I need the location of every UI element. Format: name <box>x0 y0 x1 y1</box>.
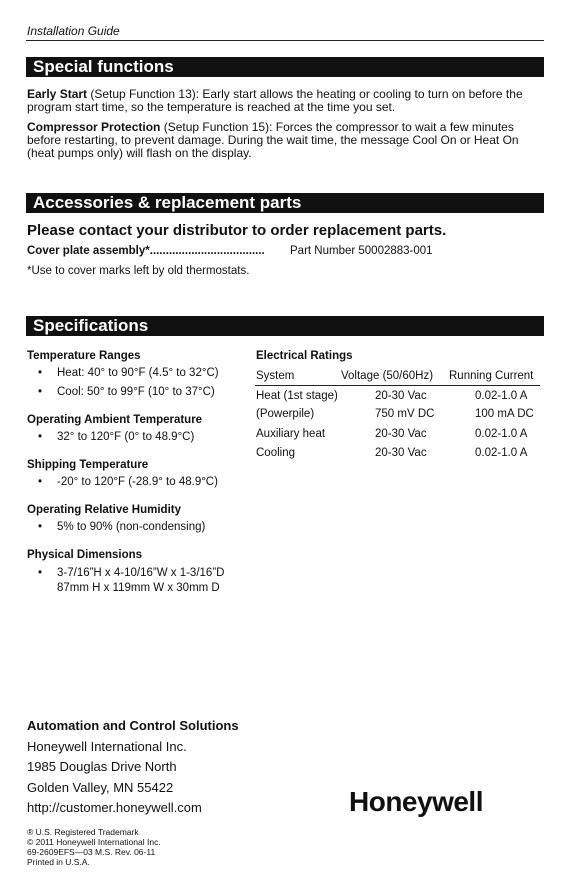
honeywell-logo: Honeywell <box>349 786 483 817</box>
compressor-text: (Setup Function 15): Forces the compressor to wait a few minutes before restarting, to prevent damage. During the wait time, the message Cool On or Heat On (heat pumps only) will flash on the display. <box>27 120 519 160</box>
column-header-current: Running Current <box>449 370 534 382</box>
cover-plate-label: Cover plate assembly*.................................... <box>27 245 265 257</box>
relative-humidity-heading: Operating Relative Humidity <box>27 504 182 516</box>
table-cell: Auxiliary heat <box>256 428 326 440</box>
table-cell: Cooling <box>256 447 295 459</box>
company-heading: Automation and Control Solutions <box>27 718 239 733</box>
document-number: 69-2609EFS—03 M.S. Rev. 06-11 <box>27 847 156 857</box>
list-item: • 3-7/16”H x 4-10/16”W x 1-3/16”D <box>38 567 225 579</box>
bullet-icon: • <box>38 431 43 443</box>
contact-distributor-heading: Please contact your distributor to order replacement parts. <box>27 222 447 239</box>
table-header-rule <box>255 385 540 386</box>
list-item: • 5% to 90% (non-condensing) <box>38 521 206 533</box>
shipping-temperature-heading: Shipping Temperature <box>27 459 149 471</box>
guide-title: Installation Guide <box>27 24 120 38</box>
part-number: Part Number 50002883-001 <box>290 245 433 257</box>
bullet-icon: • <box>38 521 43 533</box>
fine-print <box>27 827 161 867</box>
table-cell: Heat (1st stage) <box>256 390 338 402</box>
table-cell: 750 mV DC <box>375 408 435 420</box>
table-cell: 20-30 Vac <box>375 447 427 459</box>
compressor-term: Compressor Protection <box>27 120 161 134</box>
table-cell: 20-30 Vac <box>375 428 427 440</box>
table-cell: 0.02-1.0 A <box>475 390 528 402</box>
bullet-icon: • <box>38 367 43 379</box>
list-item: • -20° to 120°F (-28.9° to 48.9°C) <box>38 476 218 488</box>
table-cell: (Powerpile) <box>256 408 315 420</box>
table-cell: 0.02-1.0 A <box>475 428 528 440</box>
section-bar-accessories: Accessories & replacement parts <box>26 193 544 213</box>
table-cell: 0.02-1.0 A <box>475 447 528 459</box>
bullet-icon: • <box>38 476 43 488</box>
column-header-system: System <box>256 370 295 382</box>
early-start-text: (Setup Function 13): Early start allows the heating or cooling to turn on before the program start time, so the temperature is reached at the time you set. <box>27 87 523 114</box>
list-item: • Cool: 50° to 99°F (10° to 37°C) <box>38 386 215 398</box>
table-cell: 20-30 Vac <box>375 390 427 402</box>
address-line: Honeywell International Inc. <box>27 739 187 754</box>
table-cell: 100 mA DC <box>475 408 534 420</box>
cover-note: *Use to cover marks left by old thermostats. <box>27 265 250 277</box>
header-rule <box>26 40 544 41</box>
column-header-voltage: Voltage (50/60Hz) <box>341 370 434 382</box>
electrical-ratings-heading: Electrical Ratings <box>256 350 353 362</box>
section-bar-specifications: Specifications <box>26 316 544 336</box>
bullet-icon: • <box>38 567 43 579</box>
ambient-temperature-heading: Operating Ambient Temperature <box>27 414 203 426</box>
trademark-note: ® U.S. Registered Trademark <box>27 827 139 837</box>
early-start-paragraph <box>27 88 542 114</box>
section-bar-special-functions: Special functions <box>26 57 544 77</box>
list-item: • Heat: 40° to 90°F (4.5° to 32°C) <box>38 367 219 379</box>
list-item: • 32° to 120°F (0° to 48.9°C) <box>38 431 195 443</box>
compressor-paragraph <box>27 121 542 160</box>
address-line: 1985 Douglas Drive North <box>27 759 177 774</box>
physical-dimensions-heading: Physical Dimensions <box>27 549 143 561</box>
copyright-note: © 2011 Honeywell International Inc. <box>27 837 161 847</box>
printed-in-note: Printed in U.S.A. <box>27 857 90 867</box>
dimensions-metric: 87mm H x 119mm W x 30mm D <box>57 582 220 594</box>
website-link[interactable]: http://customer.honeywell.com <box>27 800 202 815</box>
bullet-icon: • <box>38 386 43 398</box>
address-line: Golden Valley, MN 55422 <box>27 780 174 795</box>
temperature-ranges-heading: Temperature Ranges <box>27 350 141 362</box>
early-start-term: Early Start <box>27 87 88 101</box>
